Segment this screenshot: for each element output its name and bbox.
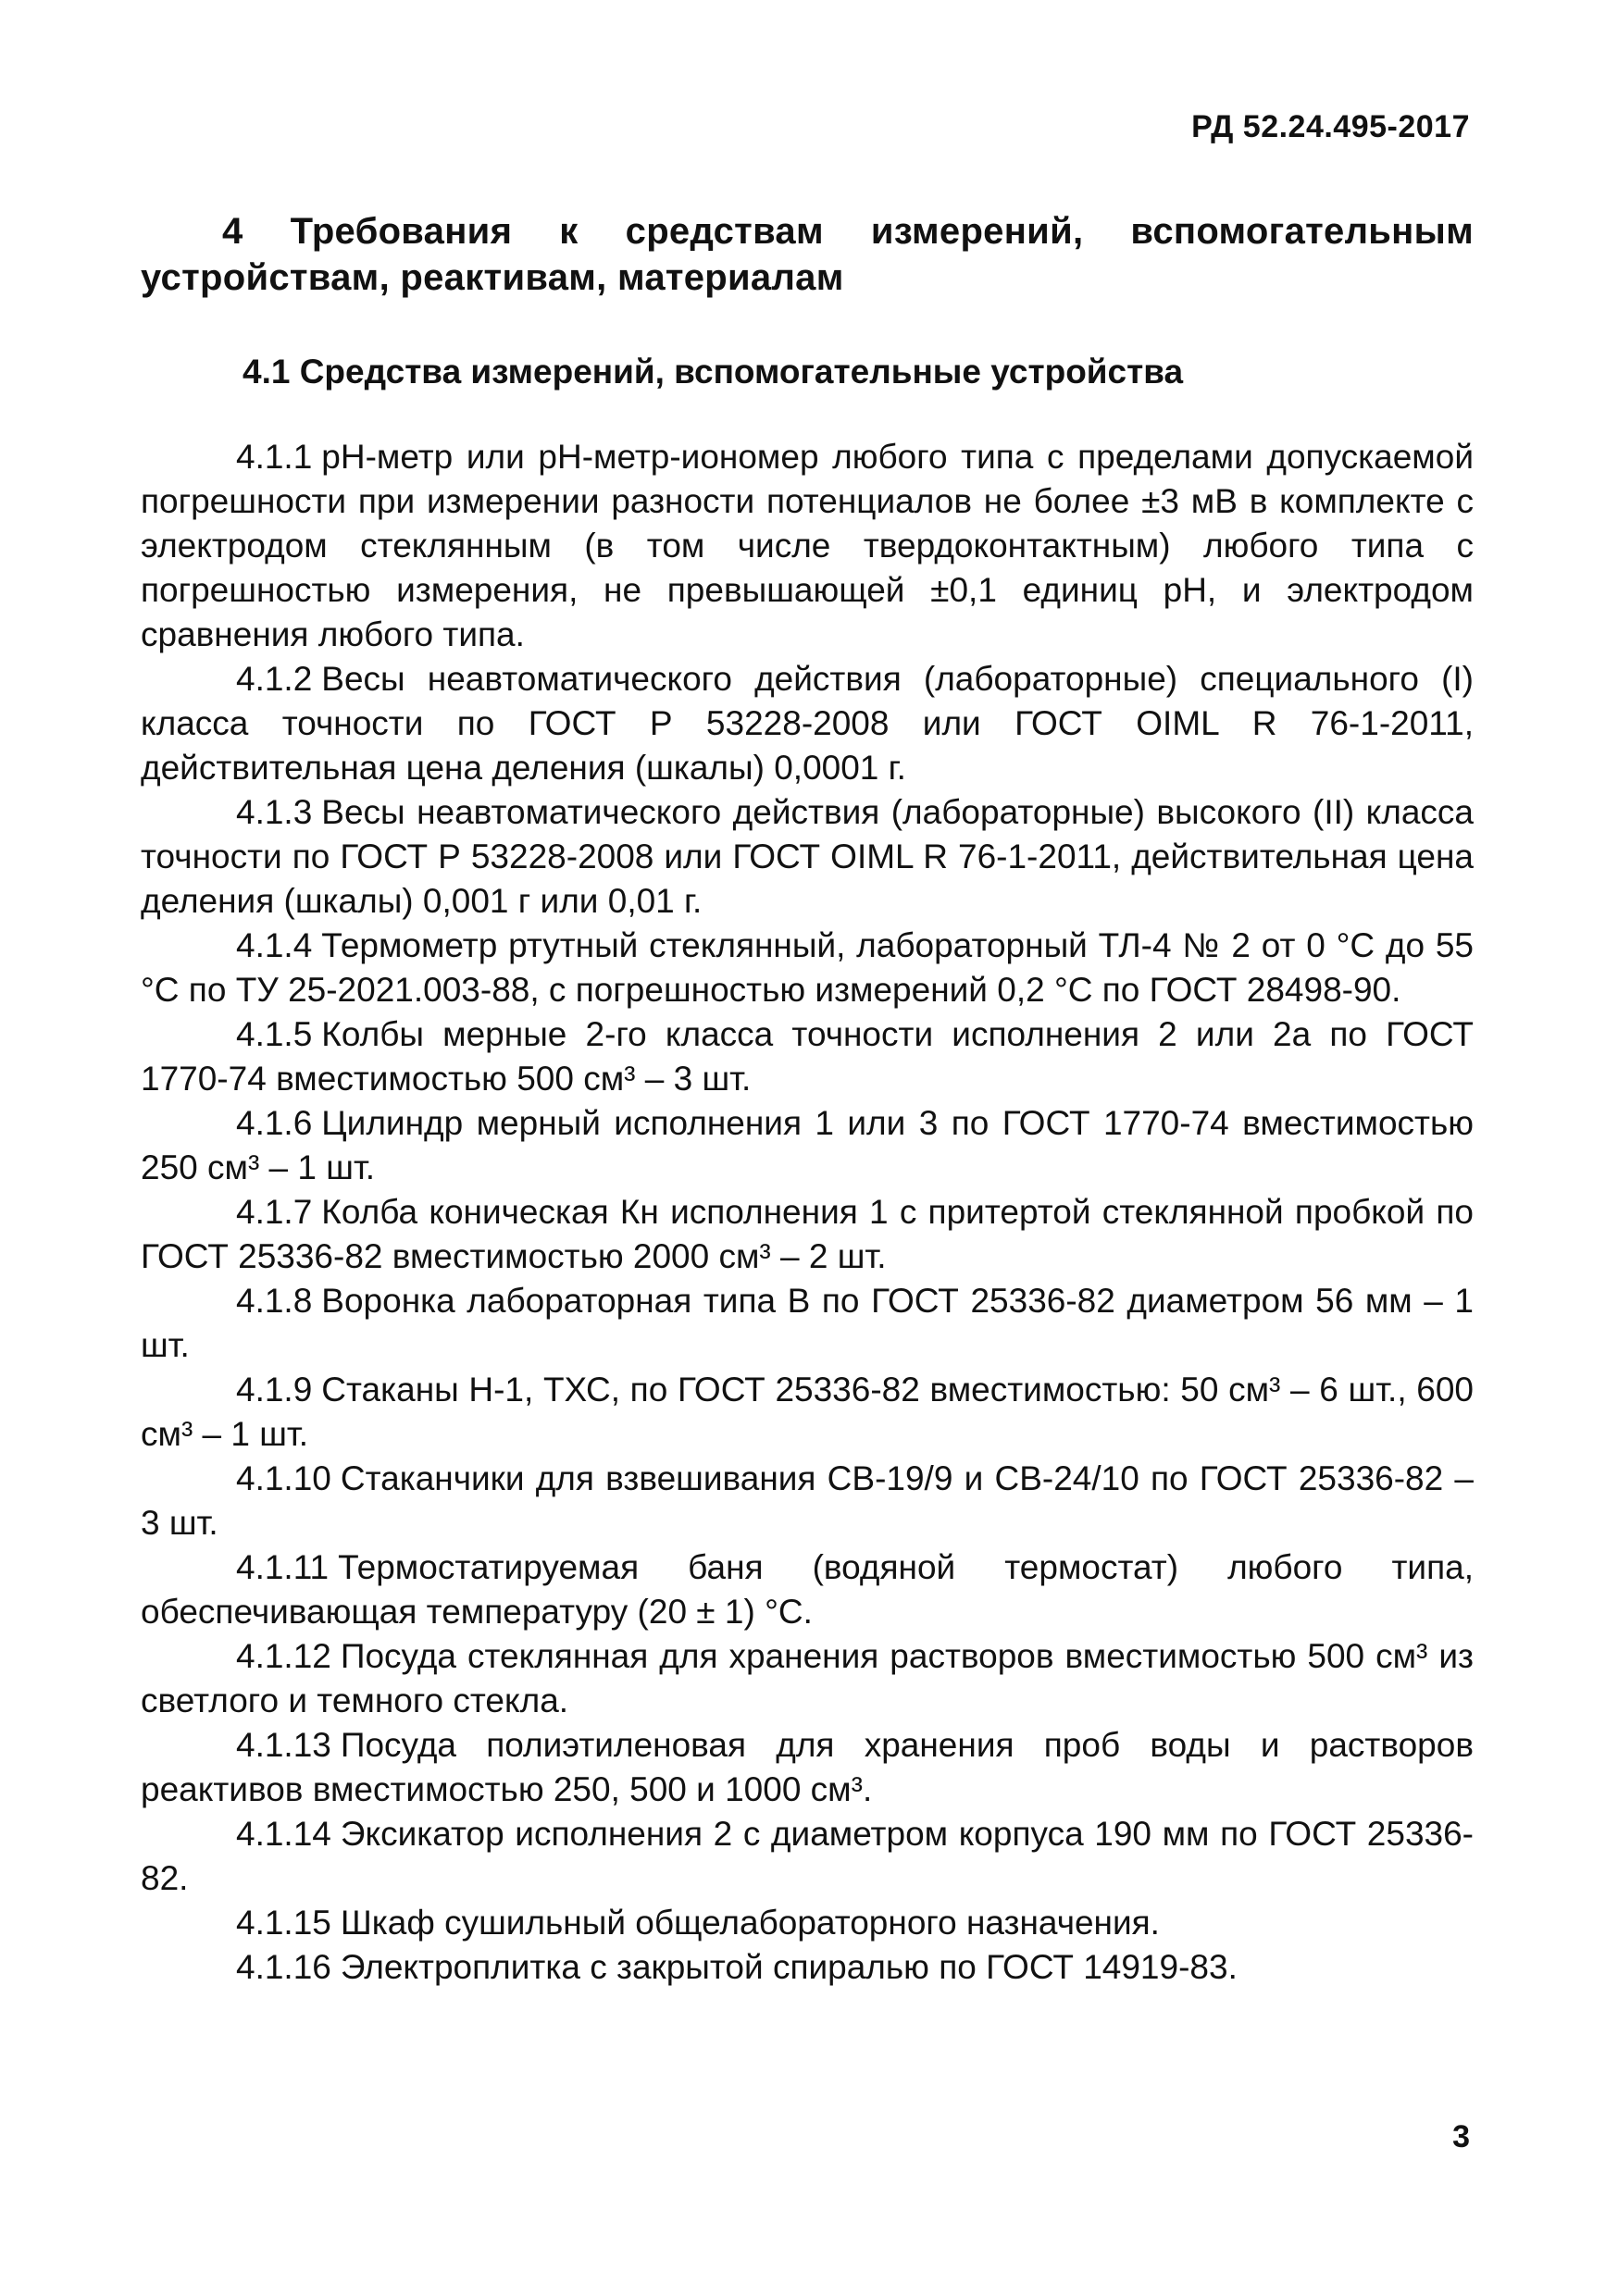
item-number: 4.1.9 (236, 1371, 313, 1409)
list-item (141, 1901, 1474, 1945)
item-number: 4.1.5 (236, 1015, 313, 1053)
item-text: Посуда стеклянная для хранения растворов вместимостью 500 см³ из светлого и темного стекла. (141, 1637, 1474, 1719)
list-item (141, 1634, 1474, 1723)
item-number: 4.1.14 (236, 1815, 331, 1853)
list-item (141, 1457, 1474, 1545)
list-item (141, 1190, 1474, 1279)
item-text: Шкаф сушильный общелабораторного назначения. (340, 1904, 1160, 1942)
item-text: Электроплитка с закрытой спиралью по ГОСТ 14919-83. (340, 1948, 1238, 1986)
item-text: Термометр ртутный стеклянный, лабораторный ТЛ-4 № 2 от 0 °С до 55 °С по ТУ 25-2021.003-88, с погрешностью измерений 0,2 °С по ГОСТ 28498-90. (141, 926, 1474, 1009)
item-text: Стаканы Н-1, ТХС, по ГОСТ 25336-82 вместимостью: 50 см³ – 6 шт., 600 см³ – 1 шт. (141, 1371, 1474, 1453)
list-item (141, 1368, 1474, 1457)
item-number: 4.1.3 (236, 793, 313, 831)
equipment-list (141, 435, 1474, 1990)
item-number: 4.1.11 (236, 1548, 330, 1586)
item-number: 4.1.10 (236, 1459, 331, 1497)
list-item (141, 790, 1474, 924)
item-text: Весы неавтоматического действия (лабораторные) высокого (II) класса точности по ГОСТ Р 53228-2008 или ГОСТ OIML R 76-1-2011, действительная цена деления (шкалы) 0,001 г или 0,01 г. (141, 793, 1474, 920)
list-item (141, 1945, 1474, 1990)
list-item (141, 1545, 1474, 1634)
subsection-title: 4.1 Средства измерений, вспомогательные устройства (243, 353, 1184, 391)
item-text: Эксикатор исполнения 2 с диаметром корпуса 190 мм по ГОСТ 25336-82. (141, 1815, 1474, 1897)
item-number: 4.1.8 (236, 1282, 313, 1320)
item-text: Термостатируемая баня (водяной термостат) любого типа, обеспечивающая температуру (20 ± 1) °С. (141, 1548, 1474, 1631)
item-number: 4.1.15 (236, 1904, 331, 1942)
list-item (141, 657, 1474, 790)
list-item (141, 1101, 1474, 1190)
item-text: pH-метр или pH-метр-иономер любого типа с пределами допускаемой погрешности при измерении разности потенциалов не более ±3 мВ в комплекте с электродом стеклянным (в том числе твердоконтактным) любого типа с погрешностью измерения, не превышающей ±0,1 единиц pH, и электродом сравнения любого типа. (141, 438, 1474, 653)
section-title: 4 Требования к средствам измерений, вспомогательным устройствам, реактивам, материалам (141, 211, 1474, 298)
item-number: 4.1.6 (236, 1104, 313, 1142)
document-code: РД 52.24.495-2017 (1191, 109, 1470, 144)
item-text: Цилиндр мерный исполнения 1 или 3 по ГОСТ 1770-74 вместимостью 250 см³ – 1 шт. (141, 1104, 1474, 1186)
list-item (141, 435, 1474, 657)
list-item (141, 1012, 1474, 1101)
item-text: Воронка лабораторная типа В по ГОСТ 25336-82 диаметром 56 мм – 1 шт. (141, 1282, 1474, 1364)
list-item (141, 1279, 1474, 1368)
item-text: Колбы мерные 2-го класса точности исполнения 2 или 2а по ГОСТ 1770-74 вместимостью 500 см³ – 3 шт. (141, 1015, 1474, 1098)
item-text: Весы неавтоматического действия (лабораторные) специального (I) класса точности по ГОСТ Р 53228-2008 или ГОСТ OIML R 76-1-2011, действительная цена деления (шкалы) 0,0001 г. (141, 660, 1474, 787)
item-number: 4.1.7 (236, 1193, 313, 1231)
item-text: Колба коническая Кн исполнения 1 с притертой стеклянной пробкой по ГОСТ 25336-82 вместимостью 2000 см³ – 2 шт. (141, 1193, 1474, 1275)
item-text: Посуда полиэтиленовая для хранения проб воды и растворов реактивов вместимостью 250, 500 и 1000 см³. (141, 1726, 1474, 1808)
page-number: 3 (1452, 2119, 1470, 2154)
list-item (141, 1812, 1474, 1901)
item-number: 4.1.4 (236, 926, 313, 964)
list-item (141, 1723, 1474, 1812)
item-number: 4.1.2 (236, 660, 313, 698)
item-number: 4.1.13 (236, 1726, 331, 1764)
item-text: Стаканчики для взвешивания СВ-19/9 и СВ-24/10 по ГОСТ 25336-82 – 3 шт. (141, 1459, 1474, 1542)
item-number: 4.1.16 (236, 1948, 331, 1986)
list-item (141, 924, 1474, 1012)
item-number: 4.1.1 (236, 438, 313, 476)
item-number: 4.1.12 (236, 1637, 331, 1675)
